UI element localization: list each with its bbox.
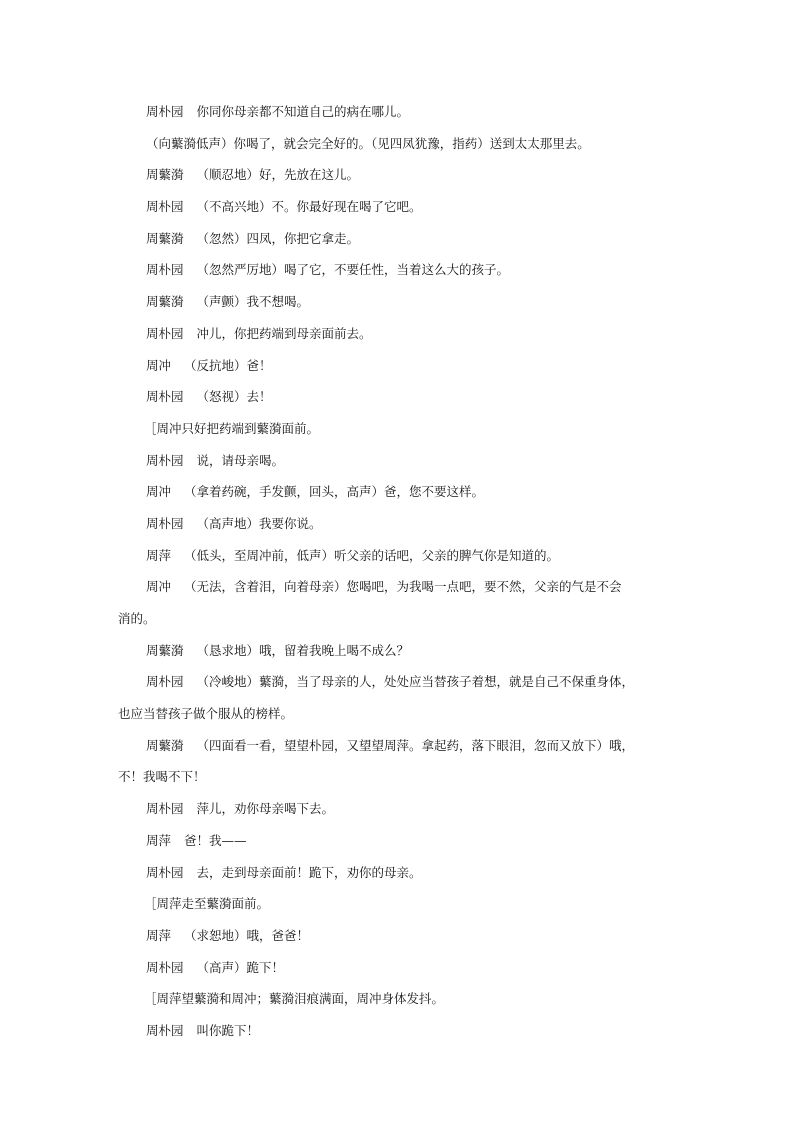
line-text: 冲儿，你把药端到母亲面前去。 xyxy=(196,325,372,341)
dialogue-line xyxy=(118,476,678,508)
continuation-line xyxy=(118,698,678,730)
speaker-name: 周朴园 xyxy=(146,199,184,215)
line-text: 爸！我—— xyxy=(184,832,247,848)
speaker-name: 周蘩漪 xyxy=(146,167,184,183)
speaker-name: 周萍 xyxy=(146,832,172,848)
line-text: （忽然严厉地）喝了它，不要任性，当着这么大的孩子。 xyxy=(196,262,510,278)
line-text: （低头，至周冲前，低声）听父亲的话吧，父亲的脾气你是知道的。 xyxy=(184,547,560,563)
speaker-name: 周蘩漪 xyxy=(146,230,184,246)
continuation-line xyxy=(118,603,678,635)
speaker-name: 周朴园 xyxy=(146,864,184,880)
stage-direction xyxy=(118,413,678,445)
speaker-name: 周蘩漪 xyxy=(146,642,184,658)
line-text: 去，走到母亲面前！跪下，劝你的母亲。 xyxy=(196,864,422,880)
line-text: （求恕地）哦，爸爸！ xyxy=(184,927,310,943)
speaker-name: 周萍 xyxy=(146,927,172,943)
line-text: 不！我喝不下！ xyxy=(118,769,206,785)
line-text: （怒视）去！ xyxy=(196,389,272,405)
speaker-name: 周朴园 xyxy=(146,262,184,278)
speaker-name: 周冲 xyxy=(146,579,172,595)
dialogue-line xyxy=(118,286,678,318)
line-text: （恳求地）哦，留着我晚上喝不成么？ xyxy=(196,642,410,658)
line-text: （高声地）我要你说。 xyxy=(196,515,322,531)
speaker-name: 周朴园 xyxy=(146,389,184,405)
speaker-name: 周蘩漪 xyxy=(146,294,184,310)
stage-direction xyxy=(118,888,678,920)
line-text: （四面看一看，望望朴园，又望望周萍。拿起药，落下眼泪，忽而又放下）哦， xyxy=(196,737,635,753)
line-text: 也应当替孩子做个服从的榜样。 xyxy=(118,706,294,722)
speaker-name: 周冲 xyxy=(146,357,172,373)
dialogue-line xyxy=(118,666,678,698)
line-text: 消的。 xyxy=(118,611,156,626)
line-text: （无法，含着泪，向着母亲）您喝吧，为我喝一点吧，要不然，父亲的气是不会 xyxy=(184,579,622,595)
dialogue-line xyxy=(118,159,678,191)
dialogue-line xyxy=(118,128,678,160)
line-text: （声颤）我不想喝。 xyxy=(196,294,310,310)
dialogue-line xyxy=(118,825,678,857)
dialogue-line xyxy=(118,381,678,413)
line-text: ［周萍望蘩漪和周冲；蘩漪泪痕满面，周冲身体发抖。 xyxy=(144,991,445,1007)
dialogue-line xyxy=(118,635,678,667)
dialogue-line xyxy=(118,96,678,128)
dialogue-line xyxy=(118,254,678,286)
dialogue-line xyxy=(118,508,678,540)
dialogue-line xyxy=(118,223,678,255)
dialogue-line xyxy=(118,952,678,984)
speaker-name: 周朴园 xyxy=(146,674,184,690)
line-text: ［周冲只好把药端到蘩漪面前。 xyxy=(144,420,320,436)
dialogue-line xyxy=(118,350,678,382)
dialogue-line xyxy=(118,191,678,223)
dialogue-line xyxy=(118,793,678,825)
speaker-name: 周蘩漪 xyxy=(146,737,184,753)
stage-direction xyxy=(118,983,678,1015)
dialogue-line xyxy=(118,857,678,889)
dialogue-line xyxy=(118,730,678,762)
continuation-line xyxy=(118,761,678,793)
line-text: 你同你母亲都不知道自己的病在哪儿。 xyxy=(196,104,410,119)
speaker-name: 周朴园 xyxy=(146,801,184,817)
line-text: 叫你跪下！ xyxy=(196,1022,260,1038)
line-text: ［周萍走至蘩漪面前。 xyxy=(144,896,270,912)
line-text: （拿着药碗，手发颤，回头，高声）爸，您不要这样。 xyxy=(184,484,485,500)
line-text: （高声）跪下！ xyxy=(196,959,285,975)
speaker-name: 周朴园 xyxy=(146,959,184,975)
speaker-name: 周冲 xyxy=(146,484,172,500)
dialogue-line xyxy=(118,445,678,477)
speaker-name: 周朴园 xyxy=(146,452,184,468)
script-page xyxy=(118,96,678,1047)
dialogue-line xyxy=(118,1015,678,1047)
line-text: 萍儿，劝你母亲喝下去。 xyxy=(196,801,335,817)
speaker-name: 周朴园 xyxy=(146,104,184,119)
speaker-name: 周朴园 xyxy=(146,1022,184,1038)
line-text: （不高兴地）不。你最好现在喝了它吧。 xyxy=(196,199,422,215)
line-text: 说，请母亲喝。 xyxy=(196,452,285,468)
dialogue-line xyxy=(118,920,678,952)
dialogue-line xyxy=(118,571,678,603)
dialogue-line xyxy=(118,540,678,572)
dialogue-line xyxy=(118,318,678,350)
line-text: （反抗地）爸！ xyxy=(184,357,272,373)
line-text: （忽然）四凤，你把它拿走。 xyxy=(196,230,360,246)
speaker-name: 周萍 xyxy=(146,547,172,563)
speaker-name: 周朴园 xyxy=(146,325,184,341)
speaker-name: 周朴园 xyxy=(146,515,184,531)
line-text: （向蘩漪低声）你喝了，就会完全好的。（见四凤犹豫，指药）送到太太那里去。 xyxy=(146,135,590,151)
line-text: （顺忍地）好，先放在这儿。 xyxy=(196,167,360,183)
line-text: （冷峻地）蘩漪，当了母亲的人，处处应当替孩子着想，就是自己不保重身体， xyxy=(196,674,635,690)
